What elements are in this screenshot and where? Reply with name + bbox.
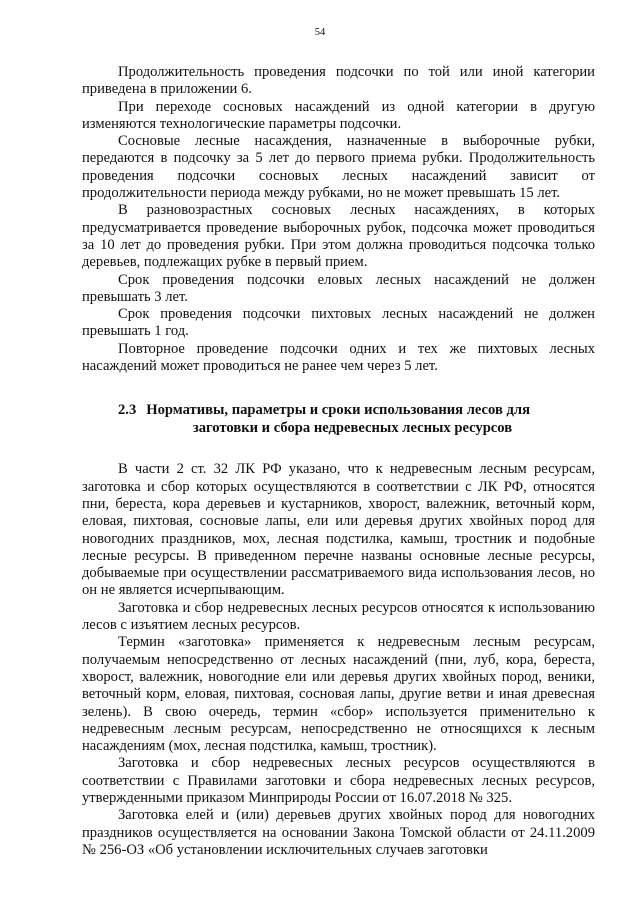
paragraph: При переходе сосновых насаждений из одной категории в другую изменяются технологические параметры подсочки. — [82, 98, 595, 132]
paragraph: Срок проведения подсочки пихтовых лесных насаждений не должен превышать 1 год. — [82, 306, 595, 340]
paragraph: Заготовка елей и (или) деревьев других хвойных пород для новогодних праздников осуществляется на основании Закона Томской области от 24.11.2009 № 256-ОЗ «Об установлении исключительных случаев заготовки — [82, 807, 595, 858]
paragraph: Повторное проведение подсочки одних и тех же пихтовых лесных насаждений может проводиться не ранее чем через 5 лет. — [82, 340, 595, 375]
paragraph: В части 2 ст. 32 ЛК РФ указано, что к недревесным лесным ресурсам, заготовка и сбор которых осуществляются в соответствии с ЛК РФ, относятся пни, береста, кора деревьев и кустарников, хворост, валежник, веточный корм, еловая, пихтовая, сосновые лапы, ели или деревья других хвойных пород для новогодних праздников, мох, лесная подстилка, камыш, тростник и подобные лесные ресурсы. В приведенном перечне названы основные лесные ресурсы, добываемые при осуществлении рассматриваемого вида использования лесов, но он не является исчерпывающим. — [82, 461, 595, 599]
paragraph: Заготовка и сбор недревесных лесных ресурсов осуществляются в соответствии с Правилами заготовки и сбора недревесных лесных ресурсов, утвержденными приказом Минприроды России от 16.07.2018 № 325. — [82, 755, 595, 806]
section-title-line2: заготовки и сбора недревесных лесных ресурсов — [192, 420, 513, 437]
document-body — [82, 64, 595, 859]
section-heading — [82, 401, 595, 437]
section-title-line1: Нормативы, параметры и сроки использования лесов для — [146, 402, 530, 419]
paragraph: В разновозрастных сосновых лесных насаждениях, в которых предусматривается проведение выборочных рубок, подсочка может проводиться за 10 лет до проведения рубки. При этом должна проводиться подсочка только деревьев, подлежащих рубке в первый прием. — [82, 202, 595, 271]
section-number: 2.3 — [118, 402, 137, 419]
paragraph: Продолжительность проведения подсочки по той или иной категории приведена в приложении 6. — [82, 64, 595, 98]
paragraph: Сосновые лесные насаждения, назначенные в выборочные рубки, передаются в подсочку за 5 лет до первого приема рубки. Продолжительность проведения подсочки сосновых лесных насаждений зависит от продолжительности периода между рубками, но не может превышать 15 лет. — [82, 133, 595, 202]
paragraph: Заготовка и сбор недревесных лесных ресурсов относятся к использованию лесов с изъятием лесных ресурсов. — [82, 599, 595, 634]
paragraph: Срок проведения подсочки еловых лесных насаждений не должен превышать 3 лет. — [82, 271, 595, 305]
page-number: 54 — [314, 27, 326, 38]
paragraph: Термин «заготовка» применяется к недревесным лесным ресурсам, получаемым непосредственно от лесных насаждений (пни, луб, кора, береста, хворост, валежник, новогодние ели или деревья других хвойных пород, веники, веточный корм, еловая, пихтовая, сосновая лапы, другие ветви и иная древесная зелень). В свою очередь, термин «сбор» используется применительно к недревесным лесным ресурсам, непосредственно не относящихся к лесным насаждениям (мох, лесная подстилка, камыш, тростник). — [82, 634, 595, 755]
